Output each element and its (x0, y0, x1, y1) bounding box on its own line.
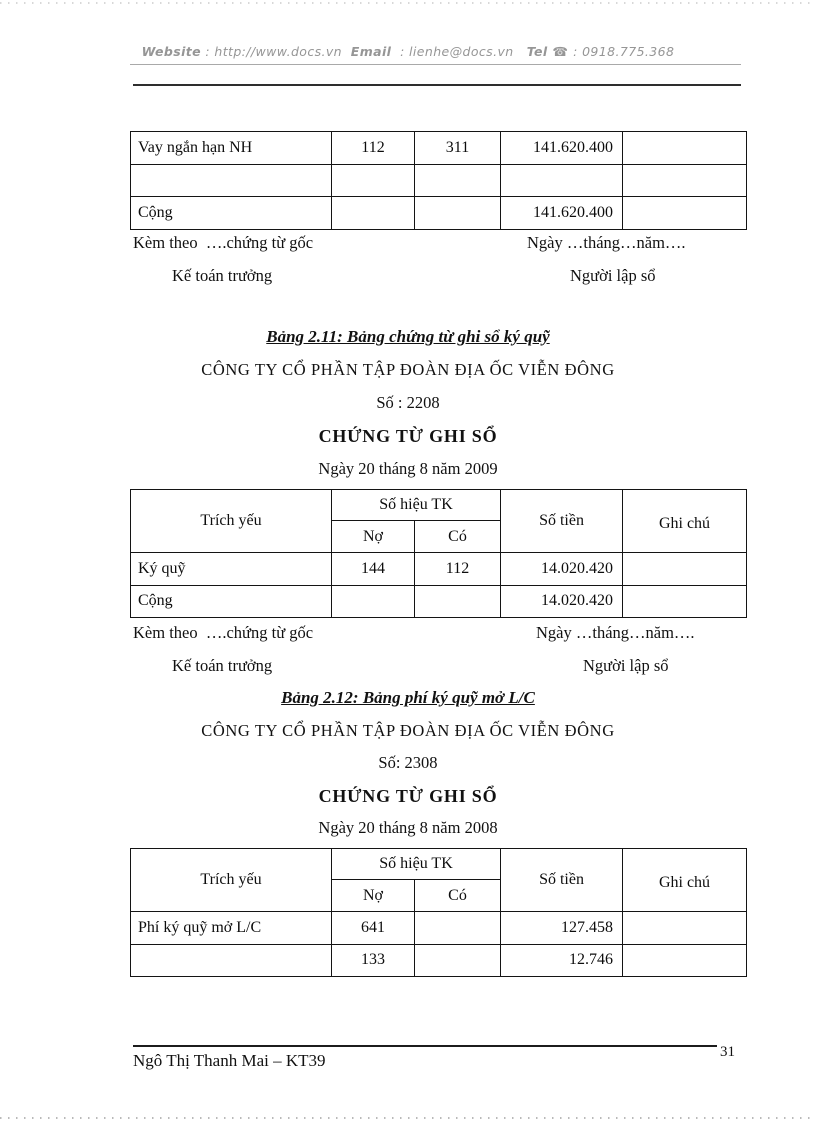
table-cell (415, 912, 501, 945)
col-header-trich-yeu: Trích yếu (131, 490, 332, 553)
col-header-no: Nợ (332, 880, 415, 912)
table-cell (501, 164, 623, 197)
header-divider-thick (133, 84, 741, 86)
top-ledger-table (130, 131, 747, 230)
chief-accountant-label: Kế toán trưởng (172, 656, 273, 675)
book-keeper-label: Người lập sổ (583, 656, 669, 675)
doc-number: Số: 2308 (378, 753, 438, 772)
col-header-so-tien: Số tiền (501, 849, 623, 912)
tel-number: : 0918.775.368 (573, 44, 675, 59)
col-header-so-hieu-tk: Số hiệu TK (332, 849, 501, 880)
table-cell: 14.020.420 (501, 553, 623, 586)
table-cell (332, 585, 415, 618)
table-cell: Cộng (131, 197, 332, 230)
table-cell: 112 (332, 132, 415, 165)
book-keeper-label: Người lập sổ (570, 266, 656, 285)
attachment-note-row (0, 623, 816, 645)
signature-titles-row (0, 656, 816, 678)
col-header-co: Có (415, 880, 501, 912)
page-number: 31 (720, 1044, 735, 1060)
ledger-table-2-11 (130, 489, 747, 618)
website-label: Website (141, 44, 202, 59)
table-cell: 141.620.400 (501, 132, 623, 165)
table-cell (332, 164, 415, 197)
company-name: CÔNG TY CỔ PHẦN TẬP ĐOÀN ĐỊA ỐC VIỄN ĐÔNG (201, 721, 615, 740)
date-note: Ngày …tháng…năm…. (536, 623, 695, 642)
table-cell (415, 585, 501, 618)
attached-note: Kèm theo ….chứng từ gốc (133, 623, 314, 642)
tel-label: Tel (526, 44, 548, 59)
col-header-trich-yeu: Trích yếu (131, 849, 332, 912)
table-cell (415, 197, 501, 230)
doc-title: CHỨNG TỪ GHI SỔ (318, 786, 498, 806)
company-name: CÔNG TY CỔ PHẦN TẬP ĐOÀN ĐỊA ỐC VIỄN ĐÔNG (201, 360, 615, 379)
table-cell: 141.620.400 (501, 197, 623, 230)
email-address: : lienhe@docs.vn (391, 44, 527, 59)
table-row (131, 944, 747, 977)
date-note: Ngày …tháng…năm…. (527, 233, 686, 252)
table-cell (623, 197, 747, 230)
caption-bang-2-11: Bảng 2.11: Bảng chứng từ ghi sổ ký quỹ (266, 327, 550, 346)
table-cell (131, 944, 332, 977)
table-cell (623, 585, 747, 618)
website-url: : http://www.docs.vn (201, 44, 351, 59)
doc-date: Ngày 20 tháng 8 năm 2008 (318, 818, 498, 837)
table-cell: 641 (332, 912, 415, 945)
attached-note: Kèm theo ….chứng từ gốc (133, 233, 314, 252)
table-cell: Ký quỹ (131, 553, 332, 586)
attachment-note-row (0, 233, 816, 255)
doc-date: Ngày 20 tháng 8 năm 2009 (318, 459, 498, 478)
table-row (131, 197, 747, 230)
table-row (131, 912, 747, 945)
table-row (131, 132, 747, 165)
col-header-ghi-chu: Ghi chú (623, 849, 747, 912)
table-cell: 14.020.420 (501, 585, 623, 618)
signature-titles-row (0, 266, 816, 288)
col-header-ghi-chu: Ghi chú (623, 490, 747, 553)
table-cell (623, 912, 747, 945)
col-header-so-hieu-tk: Số hiệu TK (332, 490, 501, 521)
table-cell (623, 944, 747, 977)
table-row (131, 553, 747, 586)
ledger-table-2-12 (130, 848, 747, 977)
table-cell (623, 553, 747, 586)
chief-accountant-label: Kế toán trưởng (172, 266, 273, 285)
table-row (131, 585, 747, 618)
table-row (131, 164, 747, 197)
table-cell: 127.458 (501, 912, 623, 945)
table-cell: Cộng (131, 585, 332, 618)
table-cell (623, 164, 747, 197)
author-name: Ngô Thị Thanh Mai – KT39 (133, 1051, 326, 1070)
table-cell: Phí ký quỹ mở L/C (131, 912, 332, 945)
table-cell: Vay ngắn hạn NH (131, 132, 332, 165)
footer-divider (133, 1045, 717, 1047)
table-cell (131, 164, 332, 197)
page-bottom-dotted-edge (0, 1117, 816, 1119)
page-top-dotted-edge (0, 2, 816, 4)
table-cell (623, 132, 747, 165)
table-cell: 144 (332, 553, 415, 586)
phone-icon: ☎ (547, 44, 574, 59)
doc-number: Số : 2208 (376, 393, 440, 412)
header-divider-thin (130, 64, 741, 65)
col-header-no: Nợ (332, 521, 415, 553)
col-header-so-tien: Số tiền (501, 490, 623, 553)
caption-bang-2-12: Bảng 2.12: Bảng phí ký quỹ mở L/C (281, 688, 535, 707)
table-cell: 12.746 (501, 944, 623, 977)
table-cell (332, 197, 415, 230)
email-label: Email (350, 44, 392, 59)
site-header (0, 44, 816, 59)
col-header-co: Có (415, 521, 501, 553)
table-cell: 311 (415, 132, 501, 165)
table-cell: 112 (415, 553, 501, 586)
table-cell (415, 164, 501, 197)
table-cell: 133 (332, 944, 415, 977)
table-cell (415, 944, 501, 977)
doc-title: CHỨNG TỪ GHI SỔ (318, 426, 498, 446)
